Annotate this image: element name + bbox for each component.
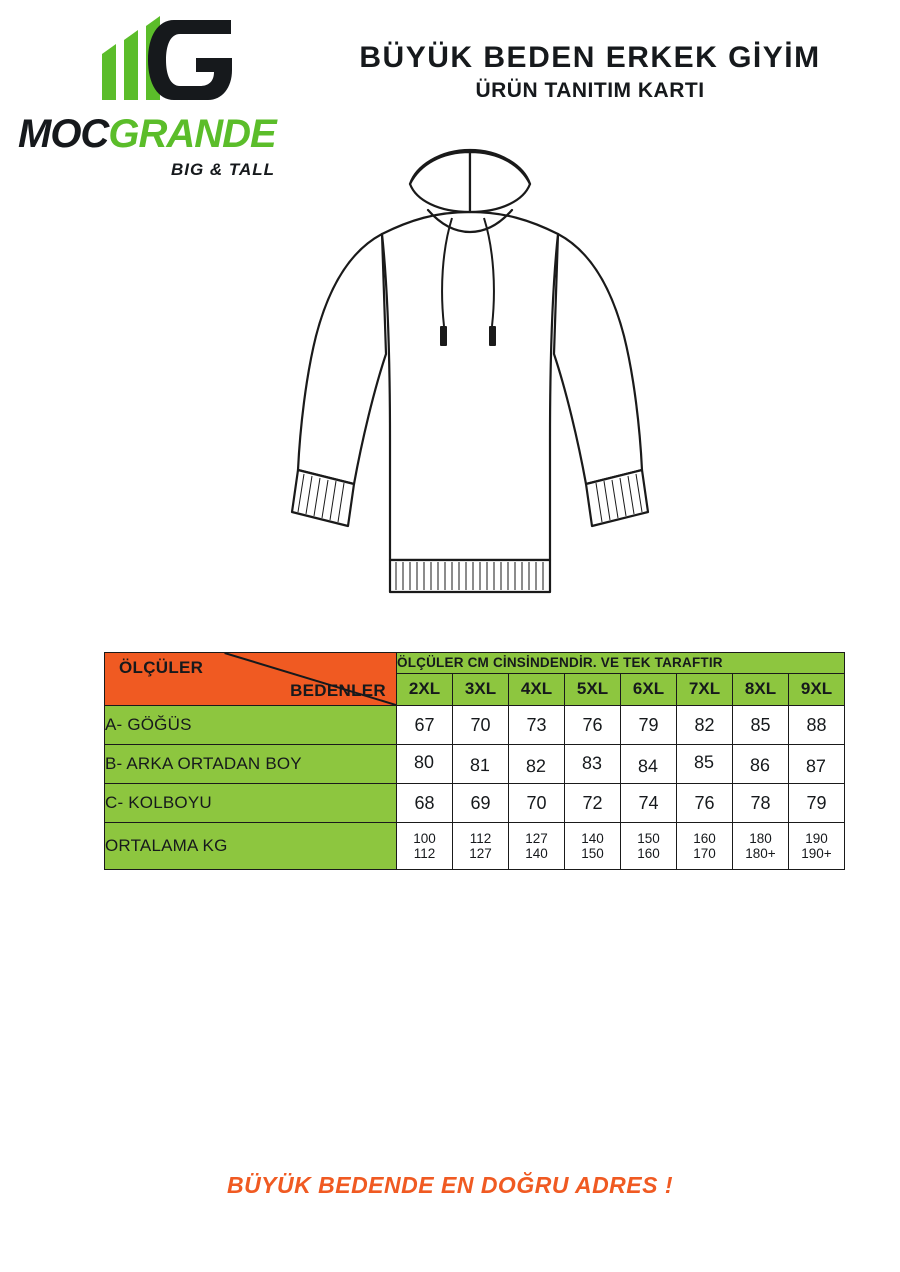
monogram-g-icon: [96, 14, 246, 106]
chest-8xl: 85: [733, 706, 789, 745]
hooded-sweatshirt-technical-drawing: [270, 140, 670, 660]
row-label-average-weight: ORTALAMA KG: [105, 823, 397, 870]
table-row: [105, 784, 845, 823]
units-note: ÖLÇÜLER CM CİNSİNDENDİR. VE TEK TARAFTIR: [397, 653, 845, 674]
back-length-4xl: [509, 745, 565, 784]
sizes-label: BEDENLER: [290, 681, 386, 700]
chest-2xl: 67: [397, 706, 453, 745]
back-length-8xl-value: 86: [750, 754, 771, 775]
footer-slogan: BÜYÜK BEDENDE EN DOĞRU ADRES !: [226, 1172, 674, 1198]
back-length-2xl-value: 80: [414, 751, 435, 772]
size-header-9xl: 9XL: [789, 673, 845, 705]
weight-9xl-max: 190+: [801, 846, 832, 861]
sleeve-7xl: 76: [677, 784, 733, 823]
weight-2xl-min: 100: [413, 831, 436, 846]
back-length-9xl-value: 87: [806, 755, 827, 776]
back-length-6xl-value: 84: [638, 755, 659, 776]
size-header-4xl: 4XL: [509, 673, 565, 705]
brand-tagline: BIG & TALL: [170, 160, 276, 179]
weight-7xl-max: 170: [693, 846, 716, 861]
weight-2xl: [397, 823, 453, 870]
row-label-chest: A- GÖĞÜS: [105, 706, 397, 745]
weight-9xl: [789, 823, 845, 870]
sleeve-2xl: 68: [397, 784, 453, 823]
size-header-2xl: 2XL: [397, 673, 453, 705]
sleeve-5xl: 72: [565, 784, 621, 823]
sleeve-8xl: 78: [733, 784, 789, 823]
row-label-back-length: B- ARKA ORTADAN BOY: [105, 745, 397, 784]
chest-5xl: 76: [565, 706, 621, 745]
weight-3xl-min: 112: [469, 831, 492, 846]
back-length-2xl: [397, 745, 453, 784]
weight-3xl-max: 127: [469, 846, 492, 861]
brand-name-grande: GRANDE: [108, 112, 276, 156]
brand-name-moc: MOC: [18, 112, 109, 156]
table-row: [105, 745, 845, 784]
title-main: BÜYÜK BEDEN ERKEK GİYİM: [359, 41, 821, 74]
measures-label: ÖLÇÜLER: [119, 658, 204, 677]
size-header-7xl: 7XL: [677, 673, 733, 705]
title-sub: ÜRÜN TANITIM KARTI: [475, 79, 705, 102]
sleeve-3xl: 69: [453, 784, 509, 823]
sleeve-9xl: 79: [789, 784, 845, 823]
brand-logo: [18, 14, 288, 204]
row-label-sleeve: C- KOLBOYU: [105, 784, 397, 823]
weight-9xl-min: 190: [805, 831, 828, 846]
chest-6xl: 79: [621, 706, 677, 745]
weight-4xl-max: 140: [525, 846, 548, 861]
weight-6xl-min: 150: [637, 831, 660, 846]
weight-8xl: [733, 823, 789, 870]
weight-4xl-min: 127: [525, 831, 548, 846]
table-row: [105, 823, 845, 870]
sleeve-4xl: 70: [509, 784, 565, 823]
back-length-6xl: [621, 745, 677, 784]
size-header-8xl: 8XL: [733, 673, 789, 705]
weight-7xl: [677, 823, 733, 870]
weight-5xl: [565, 823, 621, 870]
back-length-7xl-value: 85: [694, 751, 715, 772]
back-length-3xl: [453, 745, 509, 784]
weight-2xl-max: 112: [413, 846, 436, 861]
weight-6xl: [621, 823, 677, 870]
back-length-4xl-value: 82: [526, 755, 547, 776]
back-length-9xl: [789, 745, 845, 784]
back-length-5xl: [565, 745, 621, 784]
back-length-8xl: [733, 745, 789, 784]
chest-9xl: 88: [789, 706, 845, 745]
size-header-5xl: 5XL: [565, 673, 621, 705]
table-header-row: [105, 653, 845, 674]
size-header-3xl: 3XL: [453, 673, 509, 705]
size-chart-table: [104, 652, 845, 870]
page-title: [300, 40, 880, 104]
weight-7xl-min: 160: [693, 831, 716, 846]
chest-4xl: 73: [509, 706, 565, 745]
weight-5xl-max: 150: [581, 846, 604, 861]
chest-3xl: 70: [453, 706, 509, 745]
back-length-7xl: [677, 745, 733, 784]
table-corner-header: [105, 653, 397, 706]
weight-4xl: [509, 823, 565, 870]
back-length-5xl-value: 83: [582, 752, 603, 773]
weight-3xl: [453, 823, 509, 870]
weight-5xl-min: 140: [581, 831, 604, 846]
size-header-6xl: 6XL: [621, 673, 677, 705]
brand-wordmark: [18, 110, 288, 158]
chest-7xl: 82: [677, 706, 733, 745]
weight-8xl-max: 180+: [745, 846, 776, 861]
weight-8xl-min: 180: [749, 831, 772, 846]
sleeve-6xl: 74: [621, 784, 677, 823]
weight-6xl-max: 160: [637, 846, 660, 861]
back-length-3xl-value: 81: [470, 754, 491, 775]
table-row: [105, 706, 845, 745]
